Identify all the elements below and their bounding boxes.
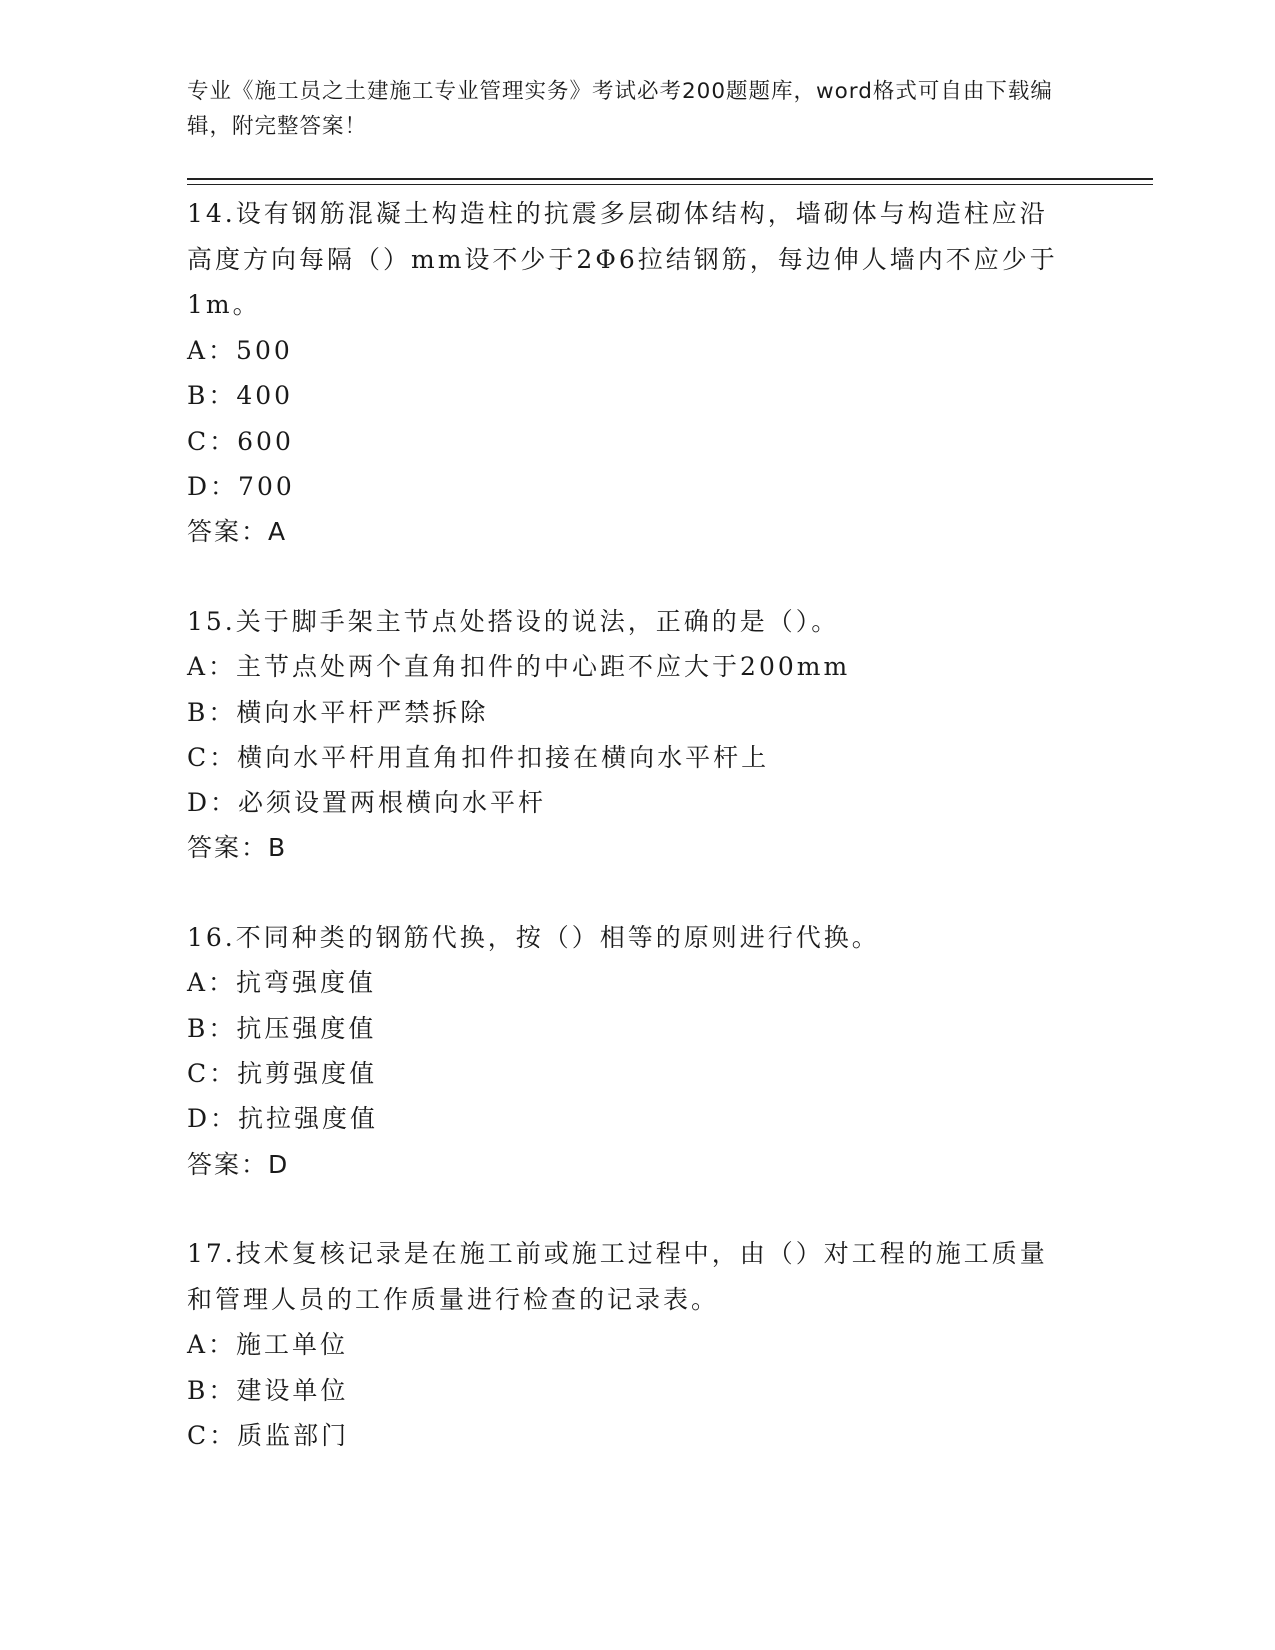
- question-list: [187, 191, 1087, 1458]
- document-header: 专业《施工员之土建施工专业管理实务》考试必考200题题库，word格式可自由下载编辑，附完整答案！: [187, 79, 1053, 139]
- option-c: C：质监部门: [187, 1420, 350, 1450]
- question-stem-line: 14.设有钢筋混凝土构造柱的抗震多层砌体结构，墙砌体与构造柱应沿: [187, 199, 1048, 228]
- option-a: A：500: [187, 336, 293, 366]
- option-d: D：必须设置两根横向水平杆: [187, 788, 547, 818]
- option-b: B：400: [187, 381, 294, 411]
- question-15: [187, 599, 1087, 871]
- question-stem-line: 和管理人员的工作质量进行检查的记录表。: [187, 1284, 720, 1314]
- option-c: C：抗剪强度值: [187, 1059, 378, 1089]
- question-stem-line: 高度方向每隔（）mm设不少于2Φ6拉结钢筋，每边伸人墙内不应少于: [187, 244, 1058, 274]
- option-a: A：抗弯强度值: [187, 968, 377, 998]
- answer: 答案：B: [187, 833, 288, 863]
- option-a: A：施工单位: [187, 1330, 349, 1360]
- answer: 答案：A: [187, 517, 288, 547]
- header-divider-thin: [187, 184, 1153, 185]
- option-d: D：700: [187, 472, 295, 501]
- option-b: B：建设单位: [187, 1375, 349, 1405]
- option-c: C：600: [187, 426, 294, 456]
- option-c: C：横向水平杆用直角扣件扣接在横向水平杆上: [187, 742, 770, 772]
- question-stem-line: 1m。: [187, 290, 261, 320]
- question-stem-line: 15.关于脚手架主节点处搭设的说法，正确的是（）。: [187, 606, 840, 636]
- question-stem-line: 17.技术复核记录是在施工前或施工过程中，由（）对工程的施工质量: [187, 1238, 1048, 1268]
- option-d: D：抗拉强度值: [187, 1104, 379, 1134]
- question-14: [187, 191, 1087, 555]
- question-16: [187, 915, 1087, 1187]
- answer: 答案：D: [187, 1149, 290, 1179]
- option-b: B：抗压强度值: [187, 1013, 377, 1043]
- question-stem-line: 16.不同种类的钢筋代换，按（）相等的原则进行代换。: [187, 922, 880, 952]
- option-a: A：主节点处两个直角扣件的中心距不应大于200mm: [187, 652, 851, 682]
- header-divider-thick: [187, 178, 1153, 180]
- option-b: B：横向水平杆严禁拆除: [187, 697, 489, 727]
- question-17: [187, 1231, 1087, 1458]
